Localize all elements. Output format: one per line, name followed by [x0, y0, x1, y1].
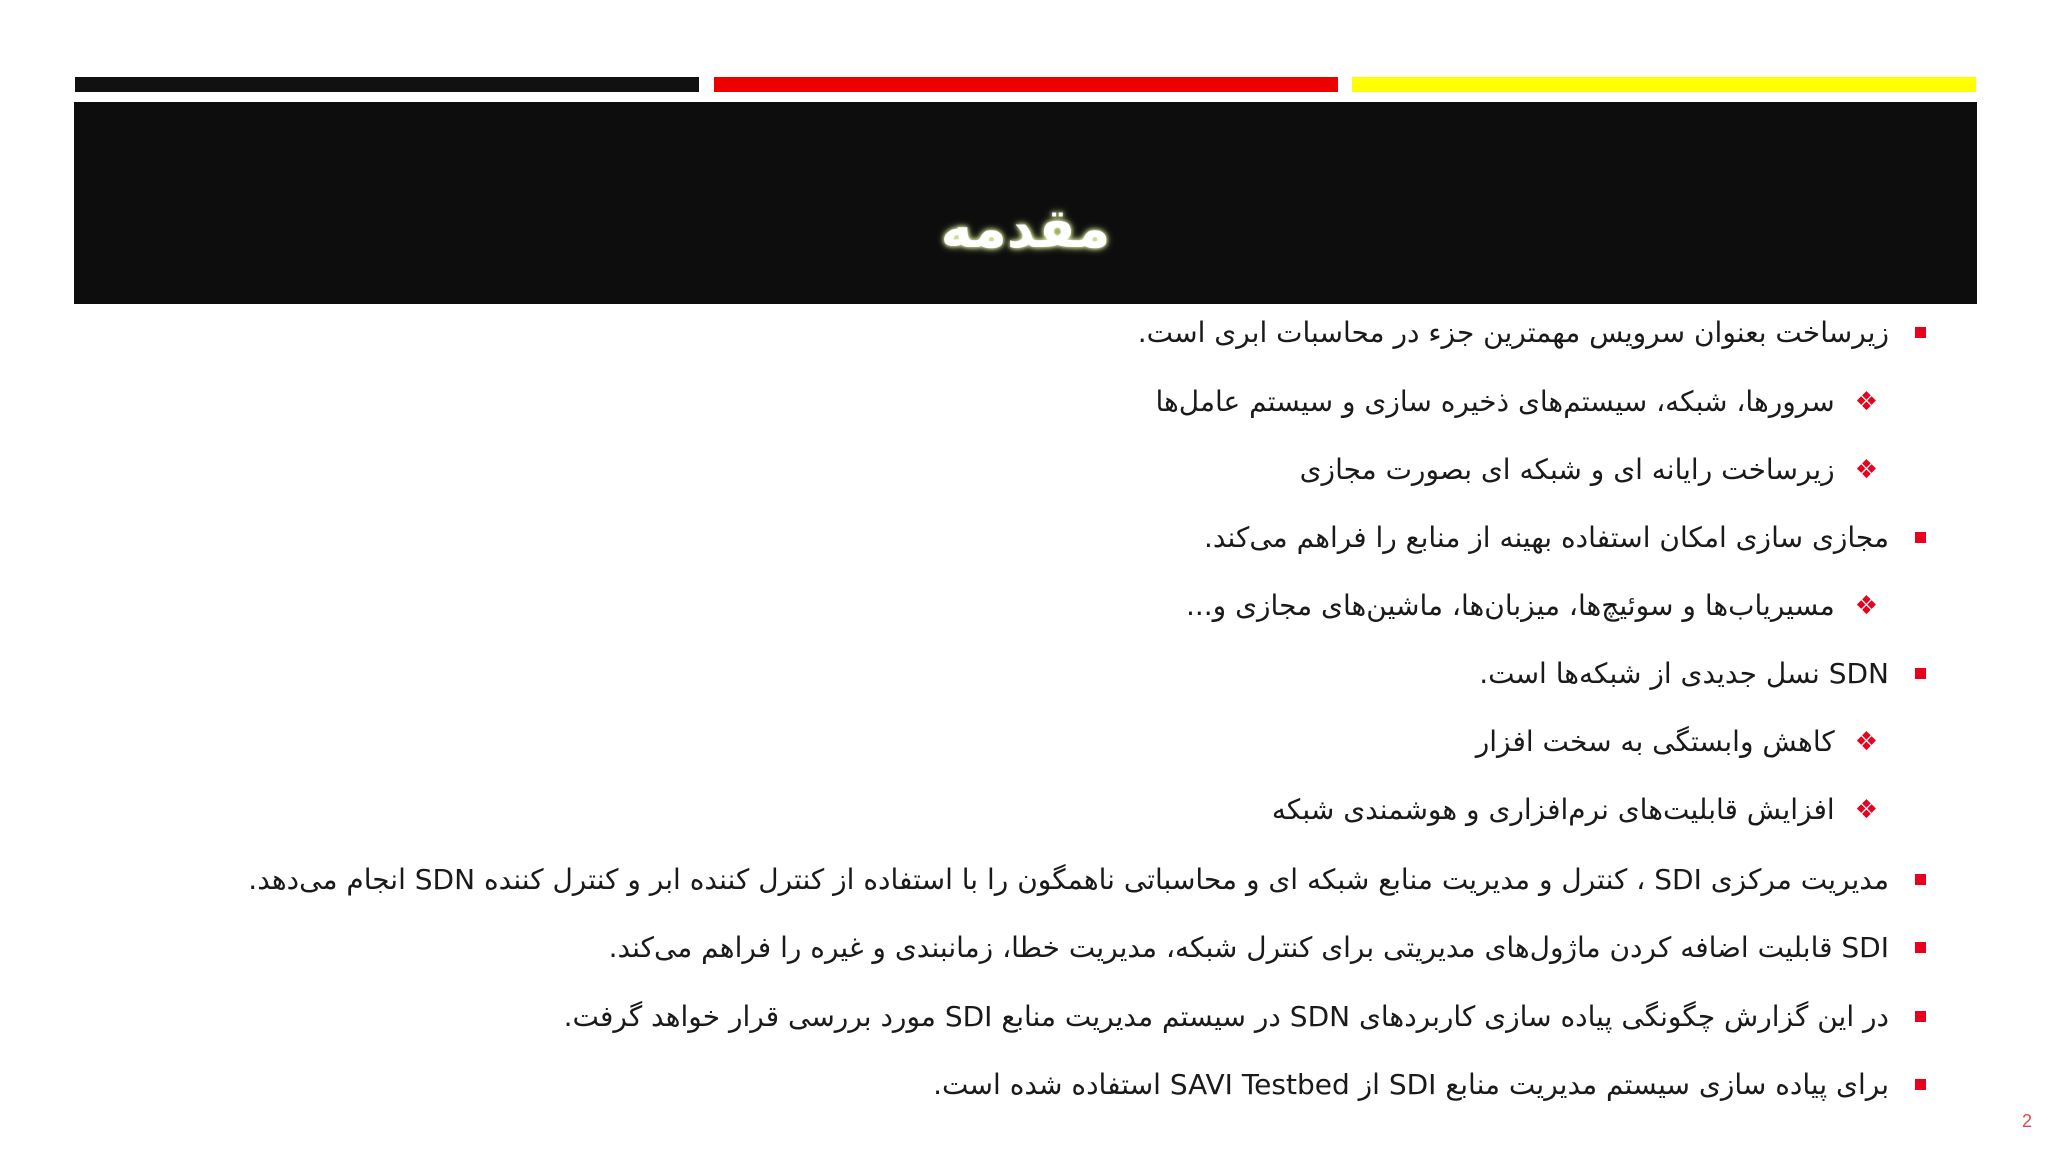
- diamond-bullet-icon: ❖: [1854, 386, 1878, 417]
- square-bullet-icon: [1915, 1079, 1926, 1090]
- sub-bullet-item: [1186, 589, 1926, 622]
- bullet-item: [1204, 521, 1926, 554]
- bullet-text: مسیریاب‌ها و سوئیچ‌ها، میزبان‌ها، ماشین‌های مجازی و...: [1185, 589, 1835, 622]
- diamond-bullet-icon: ❖: [1854, 590, 1878, 621]
- diamond-bullet-icon: ❖: [1854, 454, 1878, 485]
- square-bullet-icon: [1915, 327, 1926, 338]
- square-bullet-icon: [1915, 532, 1926, 543]
- square-bullet-icon: [1915, 668, 1926, 679]
- bullet-text: در این گزارش چگونگی پیاده سازی کاربردهای SDN در سیستم مدیریت منابع SDI مورد بررسی قرار خواهد گرفت.: [563, 1000, 1889, 1033]
- bullet-item: [609, 931, 1926, 964]
- bullet-text: کاهش وابستگی به سخت افزار: [1475, 725, 1835, 758]
- sub-bullet-item: [1155, 385, 1926, 418]
- bullet-text: زیرساخت رایانه ای و شبکه ای بصورت مجازی: [1299, 453, 1835, 486]
- bullet-text: افزایش قابلیت‌های نرم‌افزاری و هوشمندی شبکه: [1271, 793, 1835, 826]
- bullet-item: [1138, 316, 1926, 349]
- sub-bullet-item: [1272, 793, 1926, 826]
- bullet-text: مجازی سازی امکان استفاده بهینه از منابع را فراهم می‌کند.: [1203, 521, 1889, 554]
- sub-bullet-item: [1476, 725, 1926, 758]
- slide-title: مقدمه: [940, 197, 1111, 260]
- square-bullet-icon: [1915, 1011, 1926, 1022]
- diamond-bullet-icon: ❖: [1854, 794, 1878, 825]
- page-number: 2: [2021, 1111, 2032, 1131]
- sub-bullet-item: [1300, 453, 1926, 486]
- bullet-text: مدیریت مرکزی SDI ، کنترل و مدیریت منابع شبکه ای و محاسباتی ناهمگون را با استفاده از کنترل کننده ابر و کنترل کننده SDN انجام می‌دهد.: [248, 863, 1889, 896]
- bullet-item: [248, 863, 1926, 896]
- bullet-item: [933, 1068, 1926, 1101]
- bullet-text: برای پیاده سازی سیستم مدیریت منابع SDI از SAVI Testbed استفاده شده است.: [933, 1068, 1889, 1101]
- square-bullet-icon: [1915, 942, 1926, 953]
- bullet-text: SDN نسل جدیدی از شبکه‌ها است.: [1479, 657, 1889, 690]
- bullet-item: [1479, 657, 1926, 690]
- diamond-bullet-icon: ❖: [1854, 726, 1878, 757]
- square-bullet-icon: [1915, 874, 1926, 885]
- bullet-item: [564, 1000, 1926, 1033]
- bullet-text: زیرساخت بعنوان سرویس مهمترین جزء در محاسبات ابری است.: [1137, 316, 1889, 349]
- bullet-text: سرورها، شبکه، سیستم‌های ذخیره سازی و سیستم عامل‌ها: [1155, 385, 1835, 418]
- bullet-text: SDI قابلیت اضافه کردن ماژول‌های مدیریتی برای کنترل شبکه، مدیریت خطا، زمانبندی و غیره را فراهم می‌کند.: [608, 931, 1889, 964]
